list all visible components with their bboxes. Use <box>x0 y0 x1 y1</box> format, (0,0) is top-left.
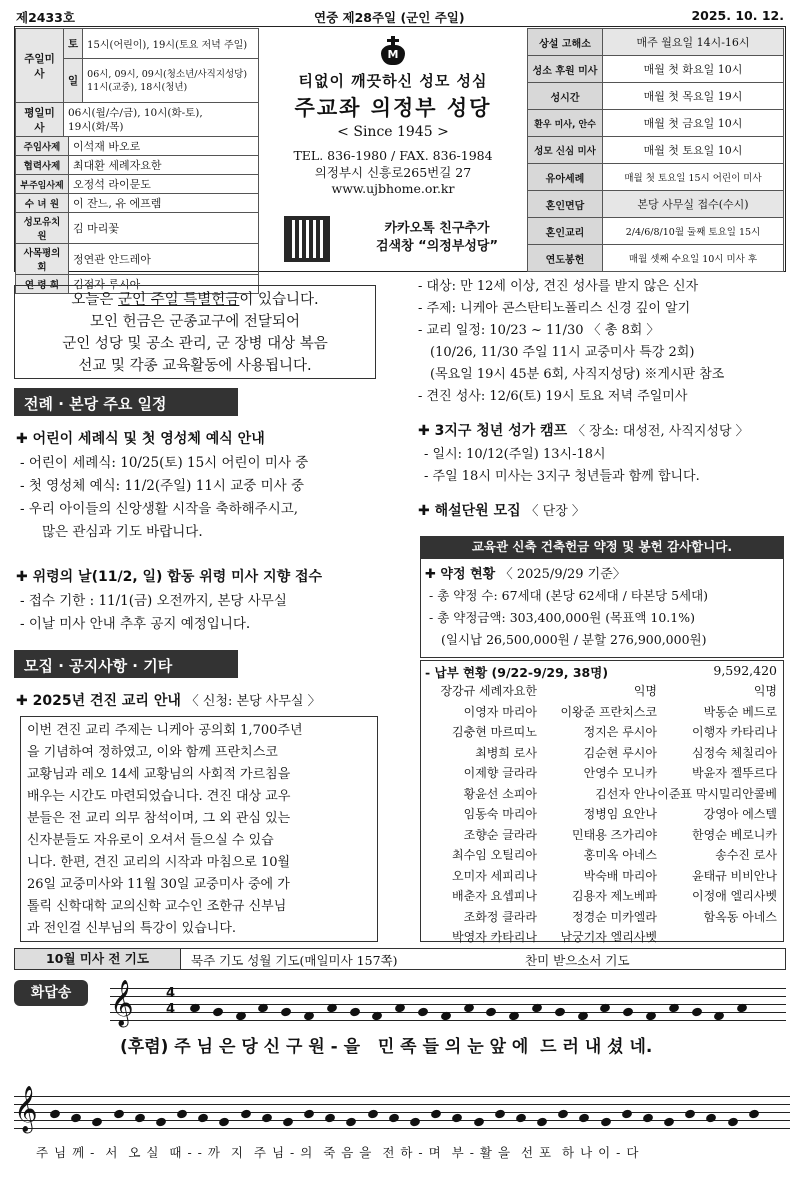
fund-line: (일시납 26,500,000원 / 분할 276,900,000원) <box>441 632 707 647</box>
staff-name: 이석재 바오로 <box>69 137 259 156</box>
confirmation-box <box>20 716 378 942</box>
staff-name: 오정석 라이문도 <box>69 175 259 194</box>
payment-row <box>415 743 777 764</box>
prayer-bar <box>14 948 786 970</box>
notice-line: 모인 헌금은 군종교구에 전달되어 <box>90 314 300 330</box>
sun-mass: 06시, 09시, 09시(청소년/사직지성당) <box>87 68 248 80</box>
body-line: - 일시: 10/12(주일) 13시-18시 <box>424 447 606 462</box>
payer-name: 조향순 글라라 <box>463 827 537 842</box>
body-line: 26일 교중미사와 11월 30일 교중미사 중에 가 <box>27 877 290 892</box>
body-line: - 첫 영성체 예식: 11/2(주일) 11시 교중 미사 중 <box>20 478 305 494</box>
schedule-value: 매주 월요일 14시-16시 <box>603 29 784 56</box>
staff-name: 정연관 안드레아 <box>69 244 259 275</box>
staff-role: 성모유치원 <box>16 213 69 244</box>
issue-number: 제2433호 <box>16 10 75 25</box>
parish-since: < Since 1945 > <box>337 124 449 140</box>
notice-line: 군인 성당 및 공소 관리, 군 장병 대상 복음 <box>62 336 328 352</box>
schedule-label: 상설 고해소 <box>528 29 603 56</box>
item-confirmation-title: ✚ 2025년 견진 교리 안내 〈 신청: 본당 사무실 〉 <box>16 693 321 709</box>
weekday-label: 평일미사 <box>16 103 64 137</box>
payer-name: 이행자 카타리나 <box>692 725 777 739</box>
staff-role: 주임사제 <box>16 137 69 156</box>
item-camp-title: ✚ 3지구 청년 성가 캠프 〈 장소: 대성전, 사직지성당 〉 <box>418 423 749 439</box>
payer-name: 조화정 클라라 <box>463 909 537 924</box>
payer-name: 배춘자 요셉피나 <box>452 889 537 903</box>
music-staff-2 <box>14 1096 790 1136</box>
fund-date: 〈 2025/9/29 기준〉 <box>499 567 626 582</box>
schedule-table <box>527 28 784 272</box>
schedule-label: 환우 미사, 안수 <box>528 110 603 137</box>
sat-label: 토 <box>64 29 83 59</box>
title-text: 위령의 날(11/2, 일) 합동 위령 미사 지향 접수 <box>32 569 323 585</box>
payment-row <box>415 845 777 866</box>
item-camp-body <box>424 444 700 488</box>
schedule-value: 2/4/6/8/10월 둘째 토요일 15시 <box>603 218 784 245</box>
prayer-text: 묵주 기도 성월 기도(매일미사 157쪽) <box>191 953 398 968</box>
fund-payment-box <box>420 660 784 942</box>
body-line: - 어린이 세례식: 10/25(토) 15시 어린이 미사 중 <box>20 455 309 471</box>
payment-row <box>415 886 777 907</box>
payer-name: 이왕준 프란치스코 <box>560 704 657 719</box>
payer-name: 정병임 요안나 <box>583 807 657 821</box>
payment-row <box>415 907 777 928</box>
payer-name: 윤태규 비비안나 <box>692 868 777 883</box>
parish-name: 주교좌 의정부 성당 <box>294 96 492 120</box>
body-line: - 접수 기한 : 11/1(금) 오전까지, 본당 사무실 <box>20 593 287 609</box>
payer-name: 최병희 로사 <box>475 745 537 760</box>
refrain-lyrics: (후렴) 주 님 은 당 신 구 원 - 을 민 족 들 의 눈 앞 에 드 러 내 셨 네. <box>120 1037 653 1057</box>
detail-line: - 대상: 만 12세 이상, 견진 성사를 받지 않은 신자 <box>418 279 699 294</box>
body-line: - 이날 미사 안내 추후 공지 예정입니다. <box>20 616 251 632</box>
verse-lyrics: 주 님 께 - 서 오 실 때 - - 까 지 주 님 - 의 죽 음 을 전 하 - 며 부 - 활 을 선 포 하 나 이 - 다 <box>36 1145 640 1160</box>
heart-logo-icon <box>378 36 408 66</box>
payer-name: 함옥동 아네스 <box>703 909 777 924</box>
sun-label: 일 <box>64 59 83 103</box>
logo-letter: M <box>381 45 405 65</box>
schedule-label: 혼인교리 <box>528 218 603 245</box>
body-line: - 주일 18시 미사는 3지구 청년들과 함께 합니다. <box>424 469 700 484</box>
schedule-label: 혼인면담 <box>528 191 603 218</box>
payment-row <box>415 722 777 743</box>
schedule-label: 성소 후원 미사 <box>528 56 603 83</box>
schedule-value: 매월 첫 화요일 10시 <box>603 56 784 83</box>
offering-notice <box>14 285 376 379</box>
staff-role: 협력사제 <box>16 156 69 175</box>
item-requiem-body <box>20 590 380 636</box>
issue-date: 2025. 10. 12. <box>691 8 784 23</box>
payment-row <box>415 804 777 825</box>
payer-name: 이정애 엘리사벳 <box>692 889 777 903</box>
payer-name: 김선자 안나 <box>595 786 657 801</box>
schedule-value: 본당 사무실 접수(수시) <box>603 191 784 218</box>
payer-name: 김용자 제노베파 <box>572 889 657 903</box>
schedule-value: 매월 첫 토요일 10시 <box>603 137 784 164</box>
body-line: 을 기념하여 정하였고, 이와 함께 프란치스코 <box>27 745 278 760</box>
payment-list <box>415 681 777 948</box>
body-line: 이번 견진 교리 주제는 니케아 공의회 1,700주년 <box>27 723 303 738</box>
parish-tel: TEL. 836-1980 / FAX. 836-1984 <box>293 148 493 163</box>
item-baptism-body <box>20 452 380 544</box>
staff-name: 이 잔느, 유 에프렘 <box>69 194 259 213</box>
title-sub: 〈 단장 〉 <box>525 504 585 519</box>
item-baptism-title: ✚ 어린이 세례식 및 첫 영성체 예식 안내 <box>16 431 265 447</box>
time-signature-icon: 4 4 <box>166 986 176 1017</box>
fund-line: - 총 약정금액: 303,400,000원 (목표액 10.1%) <box>429 610 695 625</box>
weekday-mass-2: 19시(화/목) <box>68 120 124 133</box>
mass-table <box>15 28 259 137</box>
detail-line: - 주제: 니케아 콘스탄티노폴리스 신경 깊이 알기 <box>418 301 691 316</box>
staff-name: 최대환 세례자요한 <box>69 156 259 175</box>
body-line: 배우는 시간도 마련되었습니다. 견진 대상 교우 <box>27 789 291 804</box>
payer-name: 심정숙 체칠리아 <box>692 745 777 760</box>
payer-name: 김순현 루시아 <box>583 745 657 760</box>
payer-name: 정지은 루시아 <box>583 725 657 739</box>
body-line: 톨릭 신학대학 교의신학 교수인 조한규 신부님 <box>27 899 287 914</box>
title-sub: 〈 장소: 대성전, 사직지성당 〉 <box>572 424 749 439</box>
staff-role: 연 령 회 <box>16 275 69 294</box>
top-bar <box>14 6 786 26</box>
schedule-value: 매월 첫 목요일 19시 <box>603 83 784 110</box>
payer-name: 익명 <box>753 684 777 698</box>
title-text: 어린이 세례식 및 첫 영성체 예식 안내 <box>32 431 265 447</box>
schedule-label: 유아세례 <box>528 164 603 191</box>
prayer-text-2: 찬미 받으소서 기도 <box>525 953 630 968</box>
payer-name: 임동숙 마리아 <box>463 807 537 821</box>
title-text: 2025년 견진 교리 안내 <box>32 693 181 709</box>
detail-line: - 견진 성사: 12/6(토) 19시 토요 저녁 주일미사 <box>418 389 688 404</box>
mass-label: 주일미사 <box>16 29 64 103</box>
staff-name: 김점자 루시아 <box>69 275 259 294</box>
parish-motto: 티없이 깨끗하신 성모 성심 <box>298 72 488 90</box>
schedule-value: 매월 셋째 수요일 10시 미사 후 <box>603 245 784 272</box>
schedule-label: 성시간 <box>528 83 603 110</box>
payer-name: 홍미옥 아네스 <box>583 848 657 862</box>
notice-highlight: 군인 주일 특별헌금 <box>118 292 240 308</box>
fund-header: 교육관 신축 건축헌금 약정 및 봉헌 감사합니다. <box>420 536 784 558</box>
qr-code-icon[interactable] <box>284 216 330 262</box>
schedule-label: 성모 신심 미사 <box>528 137 603 164</box>
payment-title: - 납부 현황 (9/22-9/29, 38명) <box>425 665 609 680</box>
staff-role: 사목평의회 <box>16 244 69 275</box>
kakao-add: 카카오톡 친구추가 <box>384 221 490 236</box>
schedule-label: 연도봉헌 <box>528 245 603 272</box>
body-line: 분들은 전 교리 의무 참석이며, 그 외 관심 있는 <box>27 811 291 826</box>
payer-name: 이영자 마리아 <box>463 704 537 719</box>
payment-row <box>415 825 777 846</box>
payer-name: 정경순 미카엘라 <box>572 909 657 924</box>
notice-line: 선교 및 각종 교육활동에 사용됩니다. <box>78 358 312 374</box>
schedule-value: 매월 첫 금요일 10시 <box>603 110 784 137</box>
prayer-label: 10월 미사 전 기도 <box>15 949 181 969</box>
notice-text: 오늘은 <box>71 292 119 308</box>
payment-row <box>415 927 777 948</box>
kakao-search: 검색창 “의정부성당” <box>375 239 499 254</box>
staff-name: 김 마리꽃 <box>69 213 259 244</box>
body-line: 신자분들도 자유로이 오셔서 들으실 수 있습 <box>27 833 274 848</box>
fund-line: - 총 약정 수: 67세대 (본당 62세대 / 타본당 5세대) <box>429 588 709 603</box>
body-line: 과 전인걸 신부님의 특강이 있습니다. <box>27 921 237 936</box>
staff-role: 부주임사제 <box>16 175 69 194</box>
payer-name: 박윤자 젤뚜르다 <box>692 766 777 780</box>
confirmation-details <box>418 276 788 408</box>
title-text: 약정 현황 <box>440 567 496 582</box>
treble-clef-icon: 𝄞 <box>14 1086 38 1132</box>
detail-line: - 교리 일정: 10/23 ~ 11/30 〈 총 8회 〉 <box>418 323 660 338</box>
staff-table <box>15 136 259 294</box>
payer-name: 황윤선 소피아 <box>463 786 537 801</box>
psalm-badge: 화답송 <box>14 980 88 1006</box>
sun-mass-2: 11시(교중), 18시(청년) <box>87 81 188 93</box>
payer-name: 최수임 오틸리아 <box>452 848 537 862</box>
payment-row <box>415 866 777 887</box>
notice-text: 이 있습니다. <box>239 292 319 308</box>
payer-name: 안영수 모니카 <box>583 766 657 780</box>
section-notice-header: 모집 · 공지사항 · 기타 <box>14 650 238 678</box>
parish-block <box>262 30 524 268</box>
body-line: 많은 관심과 기도 바랍니다. <box>42 524 203 540</box>
title-text: 해설단원 모집 <box>434 503 521 519</box>
body-line: 교황님과 레오 14세 교황님의 사회적 가르침을 <box>27 767 291 782</box>
payer-name: 남궁기자 엘리사벳 <box>560 930 657 944</box>
music-staff-1 <box>110 988 786 1028</box>
payer-name: 한영순 베로니카 <box>692 827 777 842</box>
weekday-mass: 06시(월/수/금), 10시(화-토), <box>68 106 203 119</box>
payment-total: 9,592,420 <box>713 663 777 678</box>
parish-website[interactable]: www.ujbhome.or.kr <box>331 181 455 196</box>
title-text: 3지구 청년 성가 캠프 <box>434 423 568 439</box>
payer-name: 송수진 로사 <box>715 848 777 862</box>
sat-mass: 15시(어린이), 19시(토요 저녁 주일) <box>83 29 259 59</box>
body-line: 니다. 한편, 견진 교리의 시작과 마침으로 10월 <box>27 855 291 870</box>
payer-name: 박영자 카타리나 <box>452 930 537 944</box>
schedule-value: 매월 첫 토요일 15시 어린이 미사 <box>603 164 784 191</box>
payment-row <box>415 784 777 805</box>
issue-title: 연중 제28주일 (군인 주일) <box>314 10 465 25</box>
fund-pledge-box: ✚ 약정 현황 〈 2025/9/29 기준〉 - 총 약정 수: 67세대 (본당 62세대 / 타본당 5세대) - 총 약정금액: 303,400,000원 (목표액 10.1%) (일시납 26,500,000원 / 분할 276,900,000원) <box>420 558 784 658</box>
payer-name: 김충현 마르띠노 <box>452 725 537 739</box>
payer-name: 장강규 세례자요한 <box>440 684 537 698</box>
payer-name: 익명 <box>633 684 657 698</box>
body-line: - 우리 아이들의 신앙생활 시작을 축하해주시고, <box>20 501 299 517</box>
payer-name: 이제향 글라라 <box>463 766 537 780</box>
payer-name <box>657 927 777 948</box>
payer-name: 민태용 즈가리야 <box>572 827 657 842</box>
payer-name: 박숙배 마리아 <box>583 868 657 883</box>
payer-name: 박동순 베드로 <box>703 704 777 719</box>
detail-line: (목요일 19시 45분 6회, 사직지성당) ※게시판 참조 <box>430 367 725 382</box>
item-requiem-title: ✚ 위령의 날(11/2, 일) 합동 위령 미사 지향 접수 <box>16 569 323 585</box>
treble-clef-icon: 𝄞 <box>110 980 134 1026</box>
staff-role: 수 녀 원 <box>16 194 69 213</box>
section-liturgy-header: 전례 · 본당 주요 일정 <box>14 388 238 416</box>
payer-name: 강영아 에스텔 <box>703 807 777 821</box>
detail-line: (10/26, 11/30 주일 11시 교중미사 특강 2회) <box>430 345 695 360</box>
title-sub: 〈 신청: 본당 사무실 〉 <box>185 694 321 709</box>
payment-row <box>415 702 777 723</box>
payer-name: 이준표 막시밀리안콜베 <box>657 786 777 801</box>
payment-row <box>415 681 777 702</box>
payment-row <box>415 763 777 784</box>
payer-name: 오미자 세피리나 <box>452 868 537 883</box>
parish-address: 의정부시 신흥로265번길 27 <box>314 165 472 180</box>
item-commentator-title: ✚ 해설단원 모집 〈 단장 〉 <box>418 503 585 519</box>
